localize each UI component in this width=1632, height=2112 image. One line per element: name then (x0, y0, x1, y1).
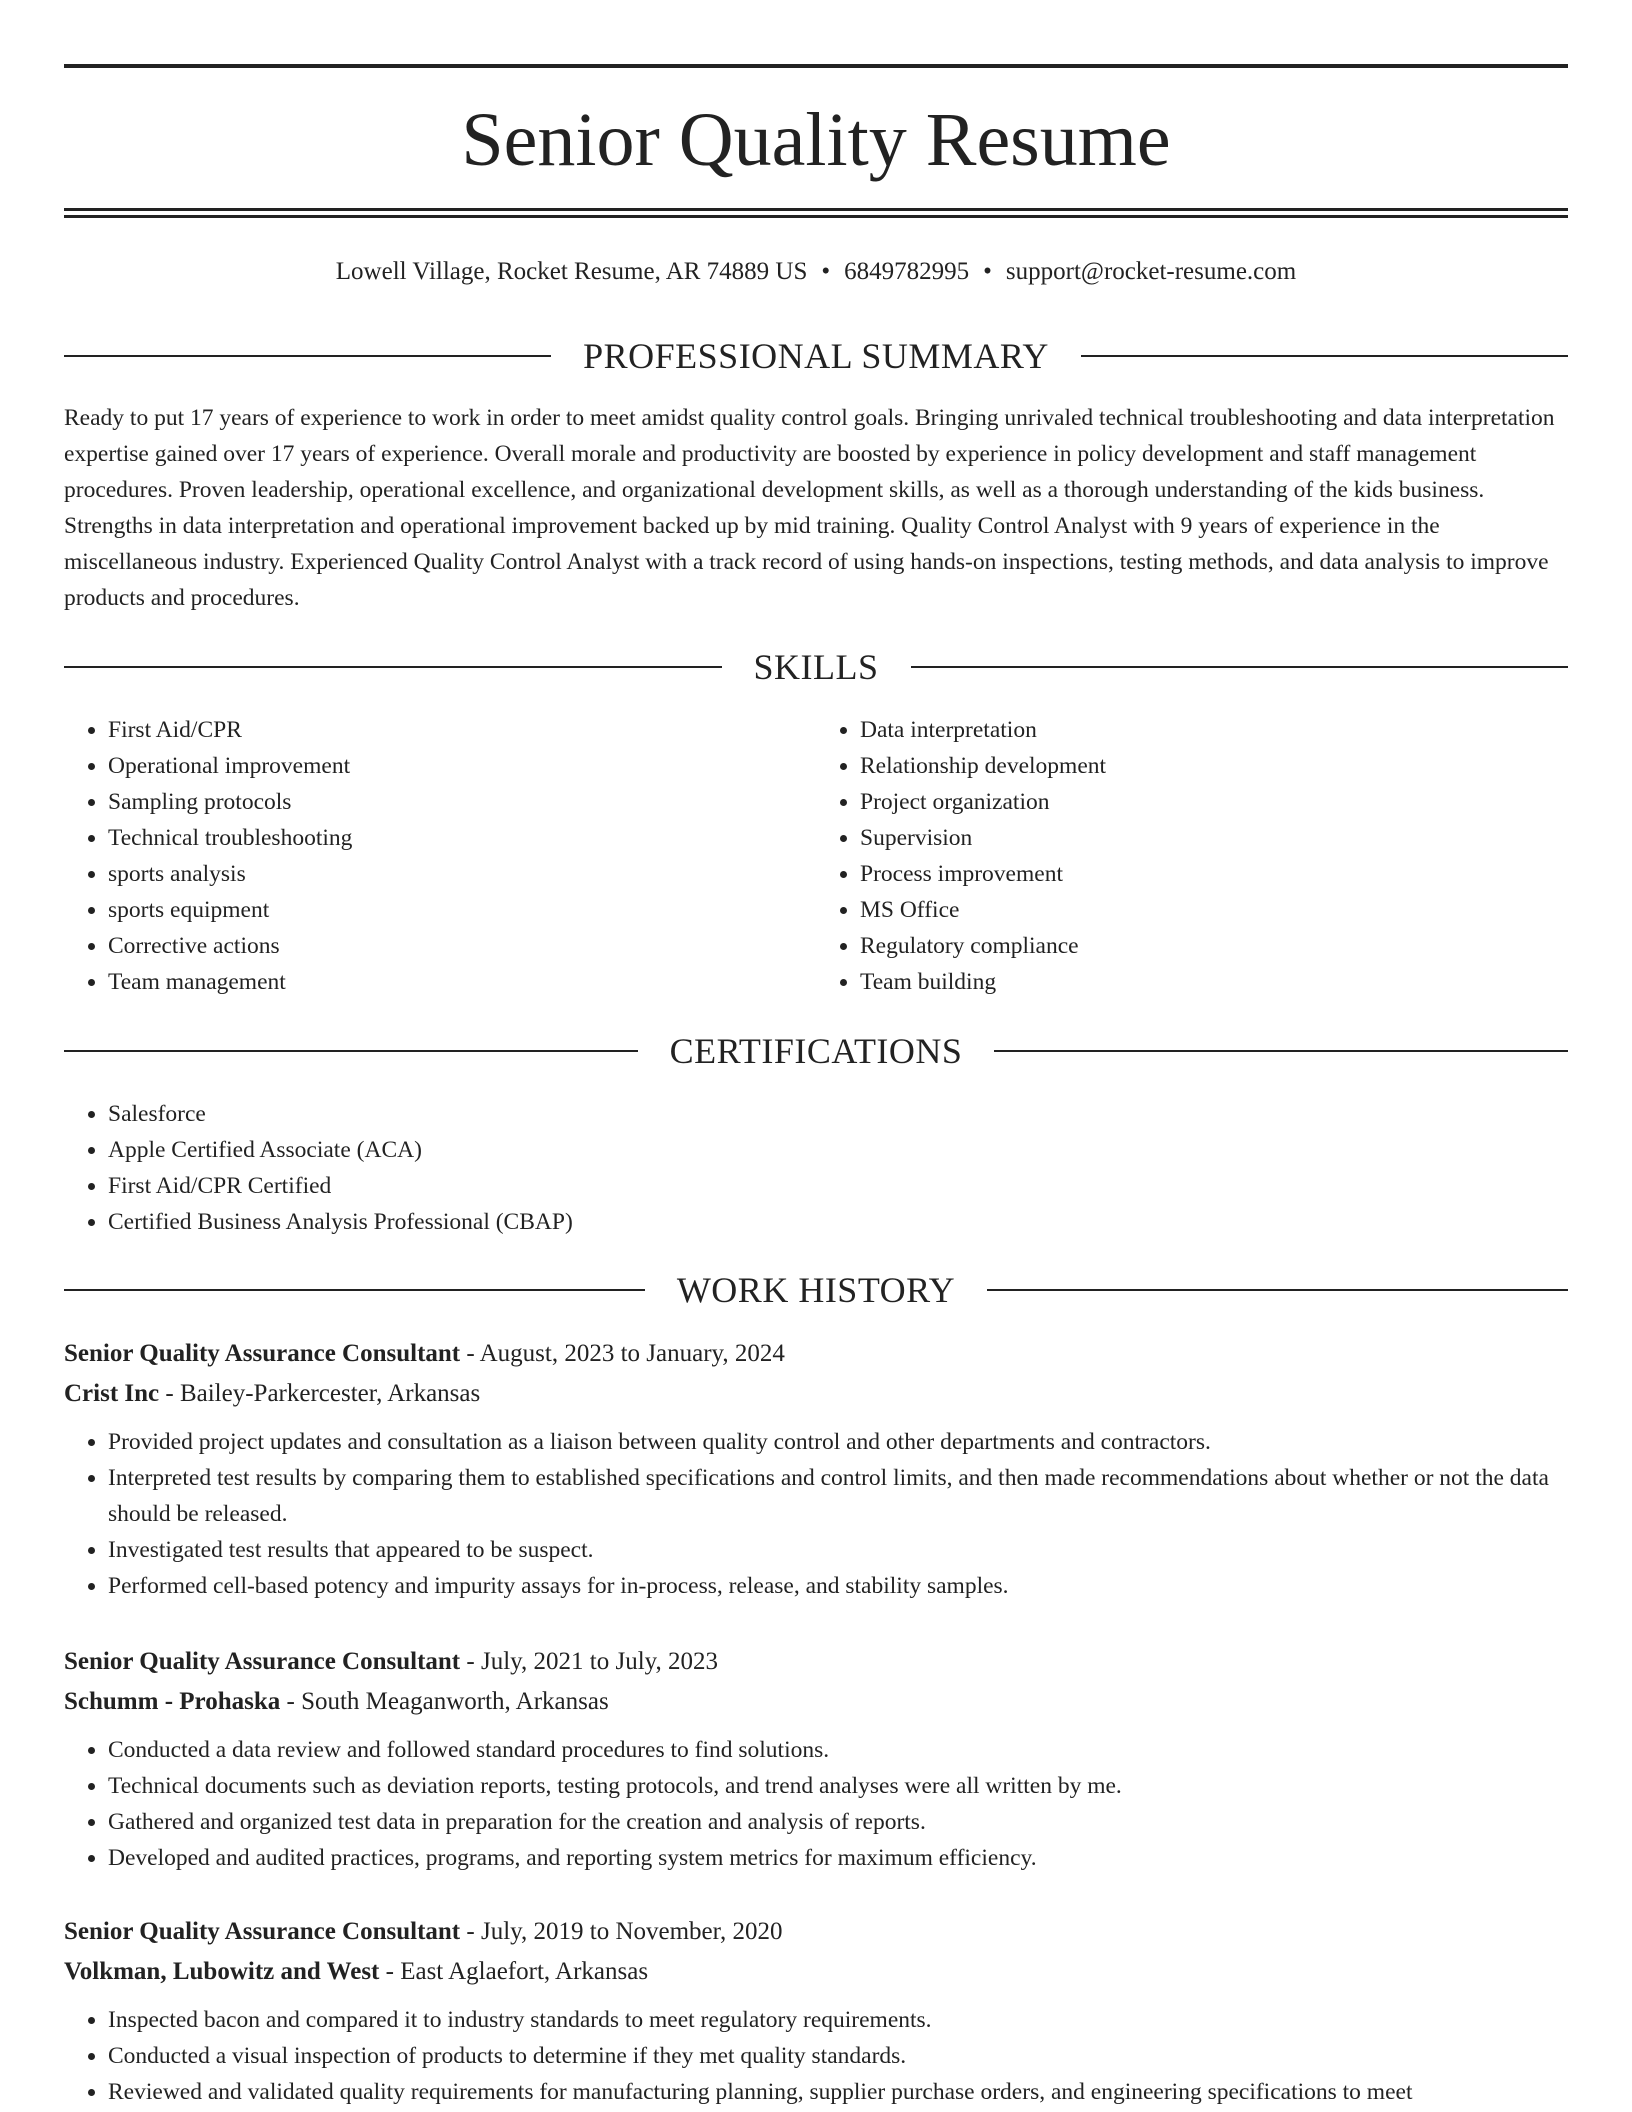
certifications-list (64, 1096, 1568, 1240)
contact-line (64, 254, 1568, 290)
skill-item: • sports analysis (108, 856, 816, 892)
heading-rule (64, 666, 722, 668)
skill-item: • Relationship development (860, 748, 1568, 784)
job-dash: - (280, 1688, 302, 1715)
job-title: Senior Quality Assurance Consultant (64, 1918, 461, 1945)
duty-item: • Conducted a data review and followed standard procedures to find solutions. (108, 1732, 1568, 1768)
certification-item: • Certified Business Analysis Professional (CBAP) (108, 1204, 1568, 1240)
heading-rule (64, 355, 551, 357)
skill-item: • sports equipment (108, 892, 816, 928)
job-duties (64, 2002, 1568, 2110)
job-title-line (64, 1912, 1568, 1952)
skill-item: • Supervision (860, 820, 1568, 856)
job-title-line (64, 1642, 1568, 1682)
job-location: East Aglaefort, Arkansas (400, 1958, 649, 1985)
skill-item: • Data interpretation (860, 712, 1568, 748)
job-dates: July, 2021 to July, 2023 (480, 1648, 719, 1675)
job-company: Schumm - Prohaska (64, 1688, 281, 1715)
work-history-heading-label: WORK HISTORY (676, 1270, 956, 1310)
duty-item: • Provided project updates and consultation as a liaison between quality control and other departments and contractors. (108, 1424, 1568, 1460)
skill-item: • Team management (108, 964, 816, 1000)
certification-item: • Apple Certified Associate (ACA) (108, 1132, 1568, 1168)
job-entry (64, 1912, 1568, 2110)
certification-item: • First Aid/CPR Certified (108, 1168, 1568, 1204)
job-duties (64, 1732, 1568, 1876)
skill-item: • Corrective actions (108, 928, 816, 964)
heading-rule (987, 1289, 1568, 1291)
skill-item: • Process improvement (860, 856, 1568, 892)
contact-address: Lowell Village, Rocket Resume, AR 74889 US (335, 258, 808, 285)
skill-item: • Project organization (860, 784, 1568, 820)
job-dash: - (460, 1340, 480, 1367)
skill-item: • MS Office (860, 892, 1568, 928)
duty-item: • Interpreted test results by comparing them to established specifications and control limits, and then made recommendations about whether or not the data should be released. (108, 1460, 1568, 1532)
job-entry (64, 1334, 1568, 1604)
skill-item: • Technical troubleshooting (108, 820, 816, 856)
job-dash: - (460, 1648, 481, 1675)
job-duties (64, 1424, 1568, 1604)
job-company-line (64, 1952, 1568, 1992)
duty-item: • Gathered and organized test data in preparation for the creation and analysis of reports. (108, 1804, 1568, 1840)
skill-item: • Team building (860, 964, 1568, 1000)
skills-heading (64, 645, 1568, 689)
skill-item: • First Aid/CPR (108, 712, 816, 748)
job-location: South Meaganworth, Arkansas (301, 1688, 609, 1715)
job-title-line (64, 1334, 1568, 1374)
job-title: Senior Quality Assurance Consultant (64, 1340, 461, 1367)
summary-text: Ready to put 17 years of experience to work in order to meet amidst quality control goals. Bringing unrivaled technical troubleshooting and data interpretation expertise gained over 17 years of experience. Overall morale and productivity are boosted by experience in policy development and staff management procedures. Proven leadership, operational excellence, and organizational development skills, as well as a thorough understanding of the kids business. Strengths in data interpretation and operational improvement backed up by mid training. Quality Control Analyst with 9 years of experience in the miscellaneous industry. Experienced Quality Control Analyst with a track record of using hands-on inspections, testing methods, and data analysis to improve products and procedures. (64, 405, 1555, 611)
contact-separator: • (983, 258, 992, 285)
skills-list-right (816, 712, 1568, 1000)
duty-item: • Inspected bacon and compared it to industry standards to meet regulatory requirements. (108, 2002, 1568, 2038)
job-dash: - (379, 1958, 401, 1985)
job-title: Senior Quality Assurance Consultant (64, 1648, 461, 1675)
summary-heading-label: PROFESSIONAL SUMMARY (583, 336, 1049, 376)
duty-item: • Technical documents such as deviation reports, testing protocols, and trend analyses were all written by me. (108, 1768, 1568, 1804)
duty-item: • Developed and audited practices, programs, and reporting system metrics for maximum efficiency. (108, 1840, 1568, 1876)
duty-item: • Performed cell-based potency and impurity assays for in-process, release, and stability samples. (108, 1568, 1568, 1604)
heading-rule (64, 1289, 645, 1291)
duty-item: • Reviewed and validated quality requirements for manufacturing planning, supplier purchase orders, and engineering specifications to meet (108, 2074, 1568, 2110)
job-company: Volkman, Lubowitz and West (64, 1958, 380, 1985)
contact-phone: 6849782995 (844, 258, 970, 285)
job-entry (64, 1642, 1568, 1876)
certification-item: • Salesforce (108, 1096, 1568, 1132)
certifications-heading (64, 1029, 1568, 1073)
heading-rule (64, 1050, 638, 1052)
job-company-line (64, 1374, 1568, 1414)
skill-item: • Operational improvement (108, 748, 816, 784)
job-location: Bailey-Parkercester, Arkansas (179, 1380, 481, 1407)
heading-rule (994, 1050, 1568, 1052)
job-company: Crist Inc (64, 1380, 160, 1407)
skills-grid (64, 712, 1568, 1000)
resume-title: Senior Quality Resume (461, 98, 1171, 182)
job-dates: July, 2019 to November, 2020 (480, 1918, 783, 1945)
skills-heading-label: SKILLS (753, 647, 879, 687)
job-dash: - (460, 1918, 481, 1945)
skills-list-left (64, 712, 816, 1000)
job-dash: - (159, 1380, 180, 1407)
job-dates: August, 2023 to January, 2024 (479, 1340, 785, 1367)
heading-rule (911, 666, 1569, 668)
top-rule (64, 64, 1568, 68)
skill-item: • Regulatory compliance (860, 928, 1568, 964)
certifications-block (64, 1096, 1568, 1240)
work-history-heading (64, 1268, 1568, 1312)
title-double-rule (64, 208, 1568, 218)
duty-item: • Investigated test results that appeared to be suspect. (108, 1532, 1568, 1568)
contact-separator: • (821, 258, 831, 285)
job-company-line (64, 1682, 1568, 1722)
heading-rule (1081, 355, 1568, 357)
contact-email: support@rocket-resume.com (1005, 258, 1297, 285)
certifications-heading-label: CERTIFICATIONS (669, 1031, 963, 1071)
skill-item: • Sampling protocols (108, 784, 816, 820)
duty-item: • Conducted a visual inspection of products to determine if they met quality standards. (108, 2038, 1568, 2074)
summary-heading (64, 334, 1568, 378)
